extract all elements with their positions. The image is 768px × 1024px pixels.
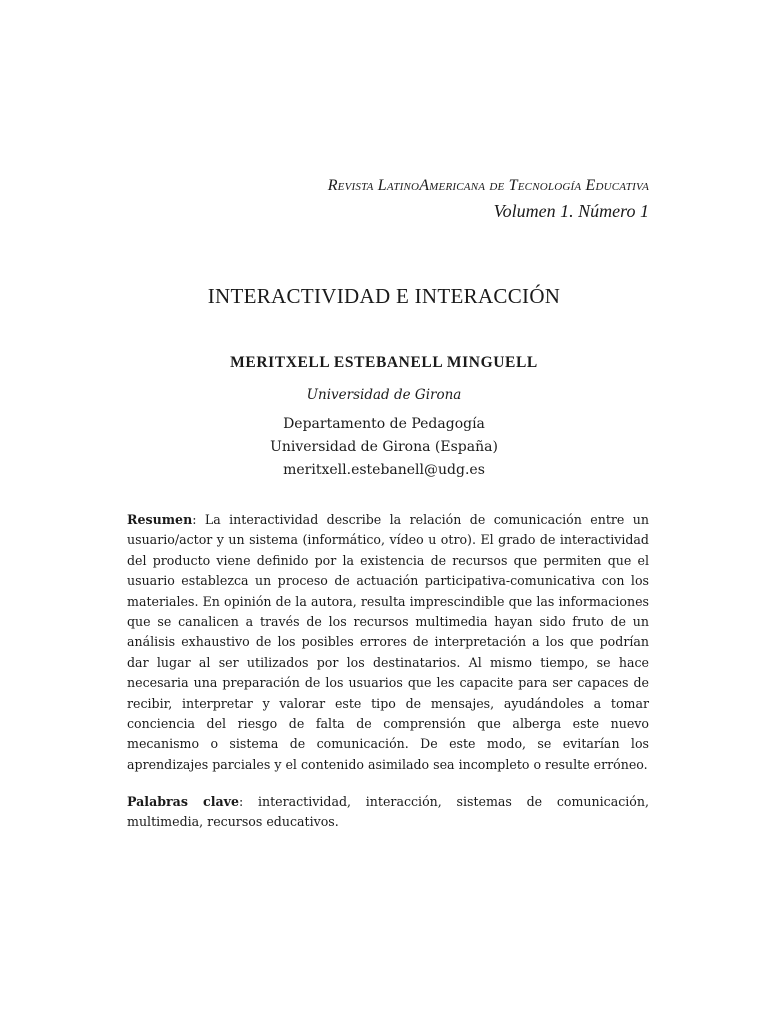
institution: Universidad de Girona (España)	[270, 439, 498, 455]
author-name: MERITXELL ESTEBANELL MINGUELL	[230, 354, 538, 371]
author-university: Universidad de Girona	[306, 387, 462, 403]
abstract-text: : La interactividad describe la relación de comunicación entre un usuario/actor y un sistema (informático, vídeo u otro). El grado de interactividad del producto viene definido por la existencia de recursos que permiten que el usuario establezca un proceso de actuación participativa-comunicativa con los materiales. En opinión de la autora, resulta imprescindible que las informaciones que se canalicen a través de los recursos multimedia hayan sido fruto de un análisis exhaustivo de los posibles errores de interpretación a los que podrían dar lugar al ser utilizados por los destinatarios. Al mismo tiempo, se hace necesaria una preparación de los usuarios que les capacite para ser capaces de recibir, interpretar y valorar este tipo de mensajes, ayudándoles a tomar conciencia del riesgo de falta de comprensión que alberga este nuevo mecanismo o sistema de comunicación. De este modo, se evitarían los aprendizajes parciales y el contenido asimilado sea incompleto o resulte erróneo.	[127, 512, 649, 772]
department: Departamento de Pedagogía	[283, 416, 485, 432]
author-block	[0, 352, 768, 482]
journal-name-part: mericana de	[429, 177, 509, 194]
journal-name-part: atino	[386, 177, 420, 194]
journal-name-part: A	[419, 177, 430, 194]
article-title: INTERACTIVIDAD E INTERACCIÓN	[207, 284, 561, 308]
affiliation	[0, 413, 768, 482]
journal-name-part: ecnología	[517, 177, 586, 194]
abstract-label: Resumen	[127, 512, 193, 527]
journal-name	[328, 174, 649, 198]
journal-name-part: evista	[337, 177, 378, 194]
abstract-paragraph	[127, 510, 649, 775]
journal-name-part: ducativa	[595, 177, 649, 194]
author-email: meritxell.estebanell@udg.es	[283, 462, 485, 478]
journal-name-part: L	[377, 177, 387, 194]
journal-name-part: R	[327, 177, 338, 194]
keywords-label: Palabras clave	[127, 794, 239, 809]
journal-name-part: T	[508, 177, 518, 194]
journal-header	[328, 174, 649, 224]
journal-name-part: E	[585, 177, 596, 194]
keywords-text: : interactividad, interacción, sistemas de comunicación, multimedia, recursos educativos.	[127, 794, 649, 830]
journal-volume: Volumen 1. Número 1	[493, 201, 649, 221]
keywords-paragraph	[127, 792, 649, 833]
